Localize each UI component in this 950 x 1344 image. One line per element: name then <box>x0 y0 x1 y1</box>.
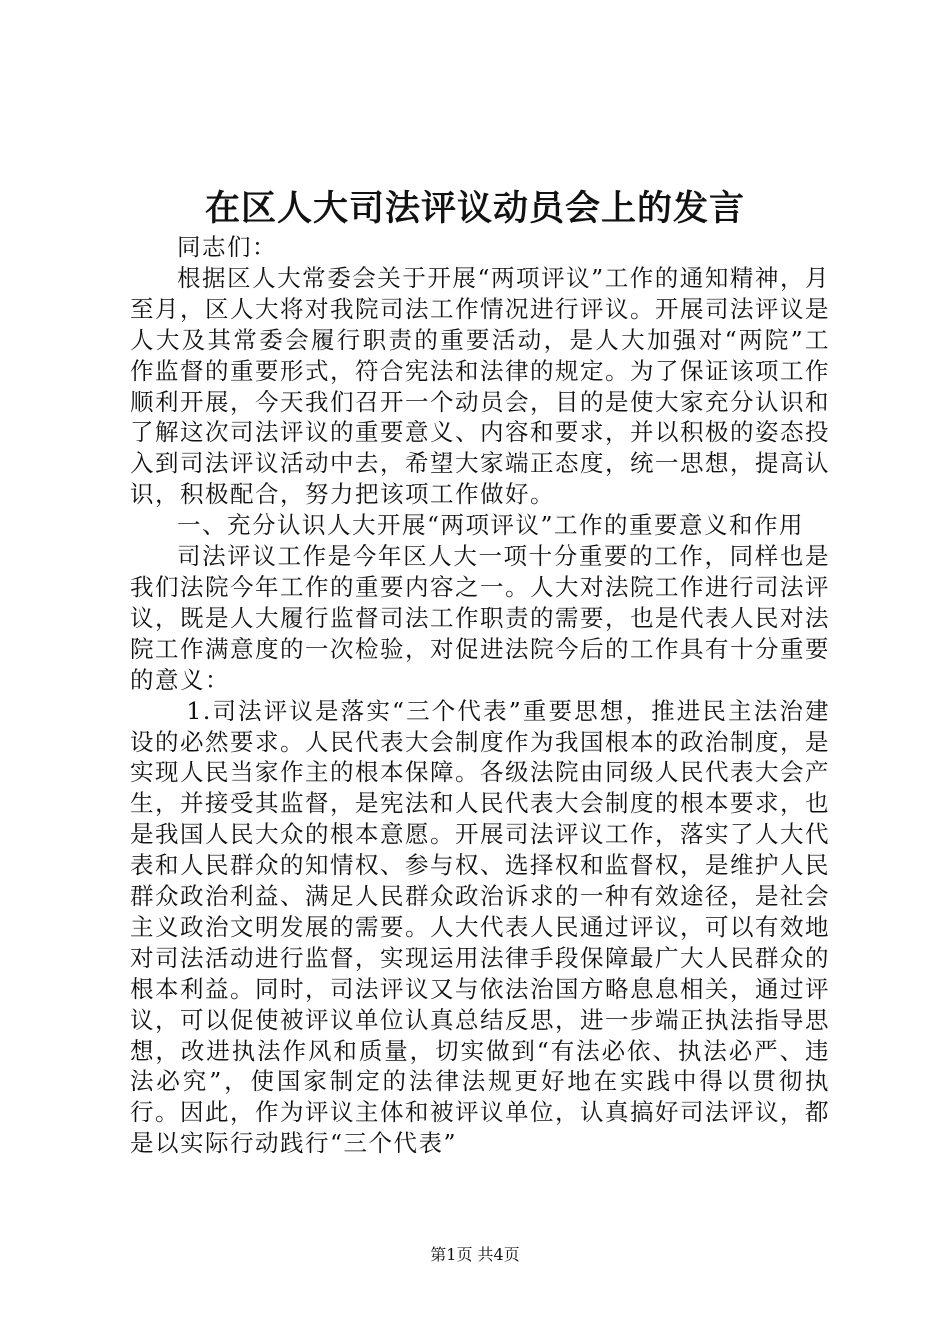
intro-paragraph: 根据区人大常委会关于开展“两项评议”工作的通知精神，月至月，区人大将对我院司法工作情况进行评议。开展司法评议是人大及其常委会履行职责的重要活动，是人大加强对“两院”工作监督的重要形式，符合宪法和法律的规定。为了保证该项工作顺利开展，今天我们召开一个动员会，目的是使大家充分认识和了解这次司法评议的重要意义、内容和要求，并以积极的姿态投入到司法评议活动中去，希望大家端正态度，统一思想，提高认识，积极配合，努力把该项工作做好。 <box>130 263 830 509</box>
significance-paragraph: 司法评议工作是今年区人大一项十分重要的工作，同样也是我们法院今年工作的重要内容之一。人大对法院工作进行司法评议，既是人大履行监督司法工作职责的需要，也是代表人民对法院工作满意度的一次检验，对促进法院今后的工作具有十分重要的意义： <box>130 542 830 694</box>
document-body <box>130 232 830 1159</box>
section-heading: 一、充分认识人大开展“两项评议”工作的重要意义和作用 <box>177 511 805 540</box>
point-one-paragraph: 1.司法评议是落实“三个代表”重要思想，推进民主法治建设的必然要求。人民代表大会制度作为我国根本的政治制度，是实现人民当家作主的根本保障。各级法院由同级人民代表大会产生，并接受其监督，是宪法和人民代表大会制度的根本要求，也是我国人民大众的根本意愿。开展司法评议工作，落实了人大代表和人民群众的知情权、参与权、选择权和监督权，是维护人民群众政治利益、满足人民群众政治诉求的一种有效途径，是社会主义政治文明发展的需要。人大代表人民通过评议，可以有效地对司法活动进行监督，实现运用法律手段保障最广大人民群众的根本利益。同时，司法评议又与依法治国方略息息相关，通过评议，可以促使被评议单位认真总结反思，进一步端正执法指导思想，改进执法作风和质量，切实做到“有法必依、执法必严、违法必究”，使国家制定的法律法规更好地在实践中得以贯彻执行。因此，作为评议主体和被评议单位，认真搞好司法评议，都是以实际行动践行“三个代表” <box>130 696 830 1158</box>
document-title: 在区人大司法评议动员会上的发言 <box>204 188 745 229</box>
salutation-paragraph: 同志们： <box>177 233 277 261</box>
page-footer: 第1页 共4页 <box>430 1245 520 1264</box>
